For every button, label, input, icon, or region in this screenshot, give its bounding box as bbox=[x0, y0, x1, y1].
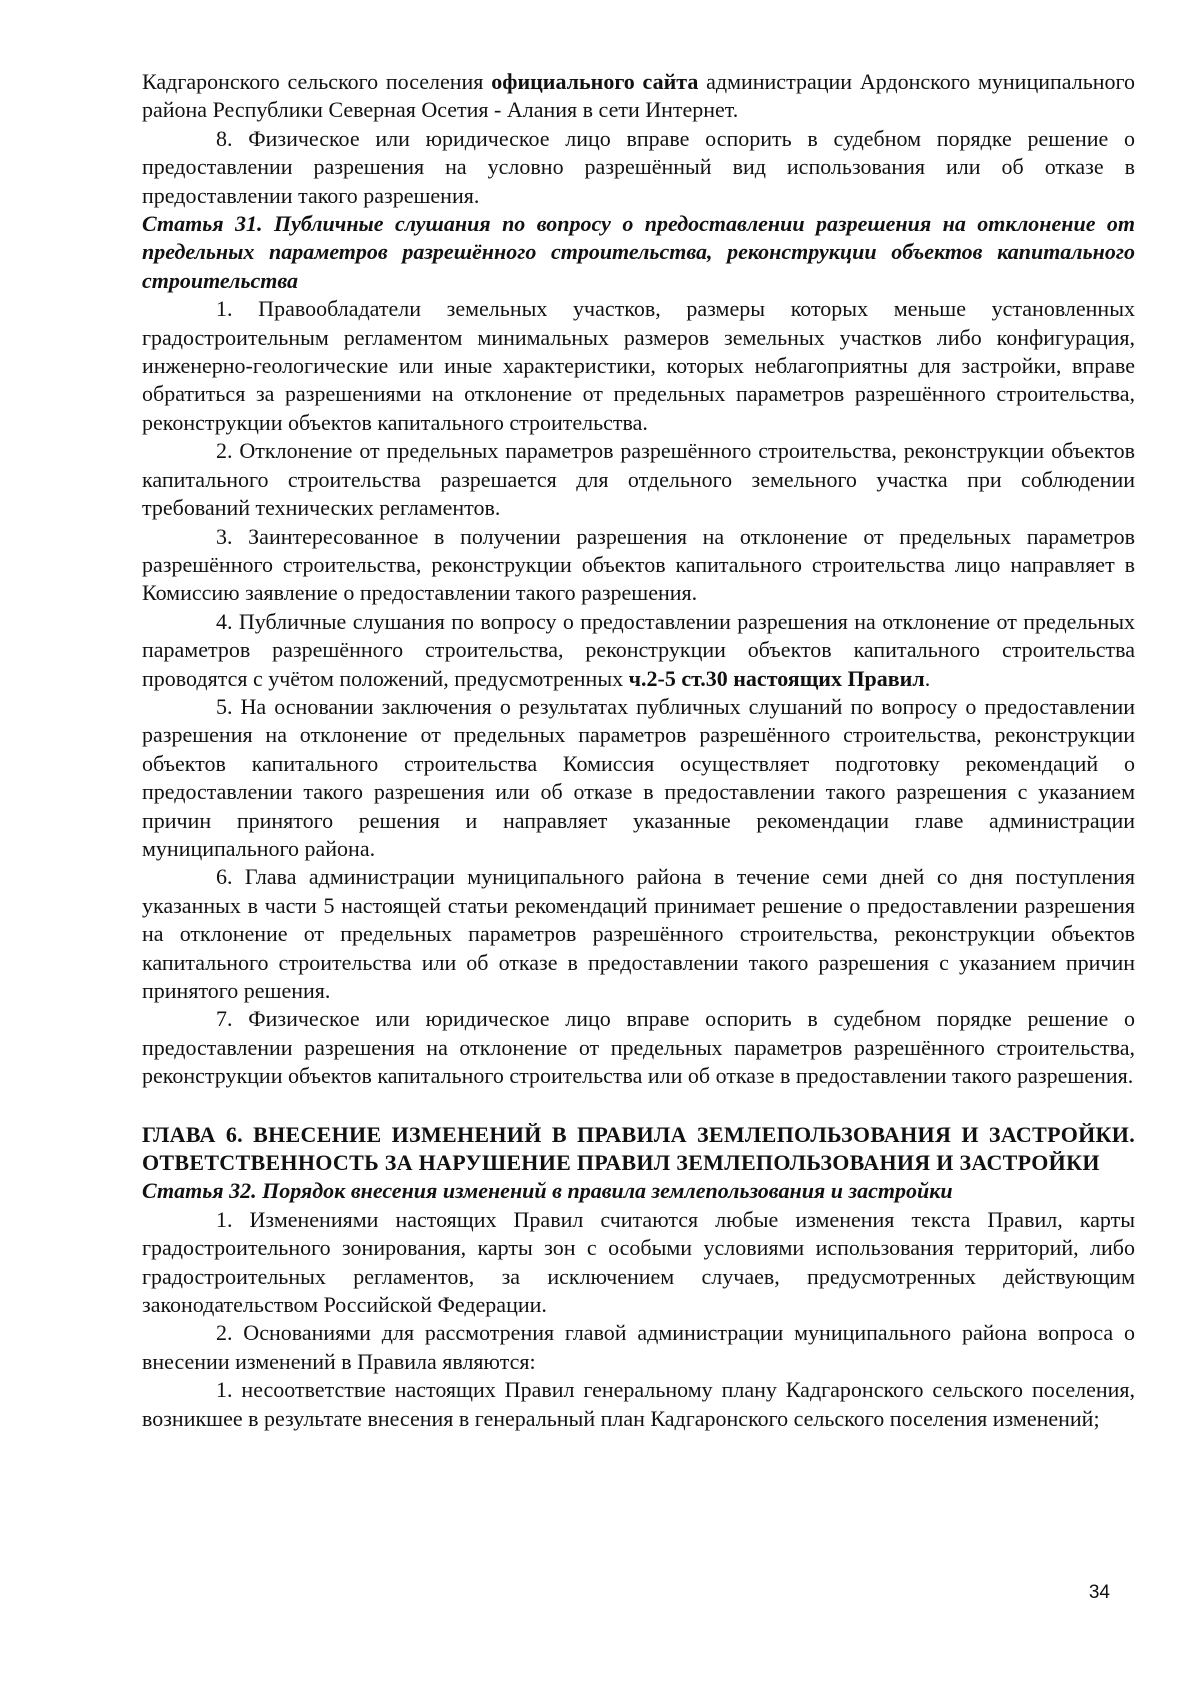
intro-text-bold: официального сайта bbox=[491, 69, 699, 94]
article-32-title: Статья 32. Порядок внесения изменений в правила землепользования и застройки bbox=[142, 1178, 953, 1204]
article-31-item-4 bbox=[142, 608, 1135, 693]
article-31-title: Статья 31. Публичные слушания по вопросу о предоставлении разрешения на отклонение от предельных параметров разрешённого строительства, реконструкции объектов капитального строительства bbox=[142, 211, 1135, 293]
article-32-subitem-1: 1. несоответствие настоящих Правил генеральному плану Кадгаронского сельского поселения, возникшее в результате внесения в генеральный план Кадгаронского сельского поселения изменений; bbox=[142, 1377, 1135, 1431]
intro-paragraph bbox=[142, 68, 1135, 125]
article-31-item-3: 3. Заинтересованное в получении разрешения на отклонение от предельных параметров разрешённого строительства, реконструкции объектов капитального строительства лицо направляет в Комиссию заявление о предоставлении такого разрешения. bbox=[142, 523, 1135, 606]
article-31-item-1: 1. Правообладатели земельных участков, размеры которых меньше установленных градостроительным регламентом минимальных размеров земельных участков либо конфигурация, инженерно-геологические или иные характеристики, которых неблагоприятны для застройки, вправе обратиться за разрешениями на отклонение от предельных параметров разрешённого строительства, реконструкции объектов капитального строительства. bbox=[142, 296, 1135, 435]
document-page bbox=[142, 68, 1135, 1433]
intro-text-a: Кадгаронского сельского поселения bbox=[142, 69, 492, 94]
article-31-item-6: 6. Глава администрации муниципального района в течение семи дней со дня поступления указанных в части 5 настоящей статьи рекомендаций принимает решение о предоставлении разрешения на отклонение от предельных параметров разрешённого строительства, реконструкции объектов капитального строительства или об отказе в предоставлении такого разрешения с указанием причин принятого решения. bbox=[142, 864, 1135, 1003]
page-number: 34 bbox=[1088, 1582, 1110, 1603]
article-31-item-2: 2. Отклонение от предельных параметров разрешённого строительства, реконструкции объектов капитального строительства разрешается для отдельного земельного участка при соблюдении требований технических регламентов. bbox=[142, 438, 1135, 521]
article-32-item-1: 1. Изменениями настоящих Правил считаются любые изменения текста Правил, карты градостроительного зонирования, карты зон с особыми условиями использования территорий, либо градостроительных регламентов, за исключением случаев, предусмотренных действующим законодательством Российской Федерации. bbox=[142, 1206, 1135, 1318]
article-31-item-4-end: . bbox=[924, 665, 931, 691]
article-31-item-7: 7. Физическое или юридическое лицо вправе оспорить в судебном порядке решение о предоставлении разрешения на отклонение от предельных параметров разрешённого строительства, реконструкции объектов капитального строительства или об отказе в предоставлении такого разрешения. bbox=[142, 1006, 1135, 1089]
item-8-paragraph: 8. Физическое или юридическое лицо вправе оспорить в судебном порядке решение о предоставлении разрешения на условно разрешённый вид использования или об отказе в предоставлении такого разрешения. bbox=[142, 125, 1135, 208]
article-31-item-5: 5. На основании заключения о результатах публичных слушаний по вопросу о предоставлении разрешения на отклонение от предельных параметров разрешённого строительства, реконструкции объектов капитального строительства Комиссия осуществляет подготовку рекомендаций о предоставлении такого разрешения или об отказе в предоставлении такого разрешения с указанием причин принятого решения и направляет указанные рекомендации главе администрации муниципального района. bbox=[142, 693, 1135, 861]
article-31-item-4-text: 4. Публичные слушания по вопросу о предоставлении разрешения на отклонение от предельных параметров разрешённого строительства, реконструкции объектов капитального строительства проводятся с учётом положений, предусмотренных bbox=[142, 608, 1135, 691]
article-32-item-2: 2. Основаниями для рассмотрения главой администрации муниципального района вопроса о внесении изменений в Правила являются: bbox=[142, 1320, 1135, 1374]
chapter-6-title: ГЛАВА 6. ВНЕСЕНИЕ ИЗМЕНЕНИЙ В ПРАВИЛА ЗЕМЛЕПОЛЬЗОВАНИЯ И ЗАСТРОЙКИ. ОТВЕТСТВЕННОСТЬ ЗА НАРУШЕНИЕ ПРАВИЛ ЗЕМЛЕПОЛЬЗОВАНИЯ И ЗАСТРОЙКИ bbox=[142, 1121, 1135, 1176]
article-31-item-4-reference: ч.2-5 ст.30 настоящих Правил bbox=[628, 665, 925, 691]
intro-text-c: администрации Ардонского муниципального района Республики Северная Осетия - Алания в сети Интернет. bbox=[142, 69, 1135, 123]
